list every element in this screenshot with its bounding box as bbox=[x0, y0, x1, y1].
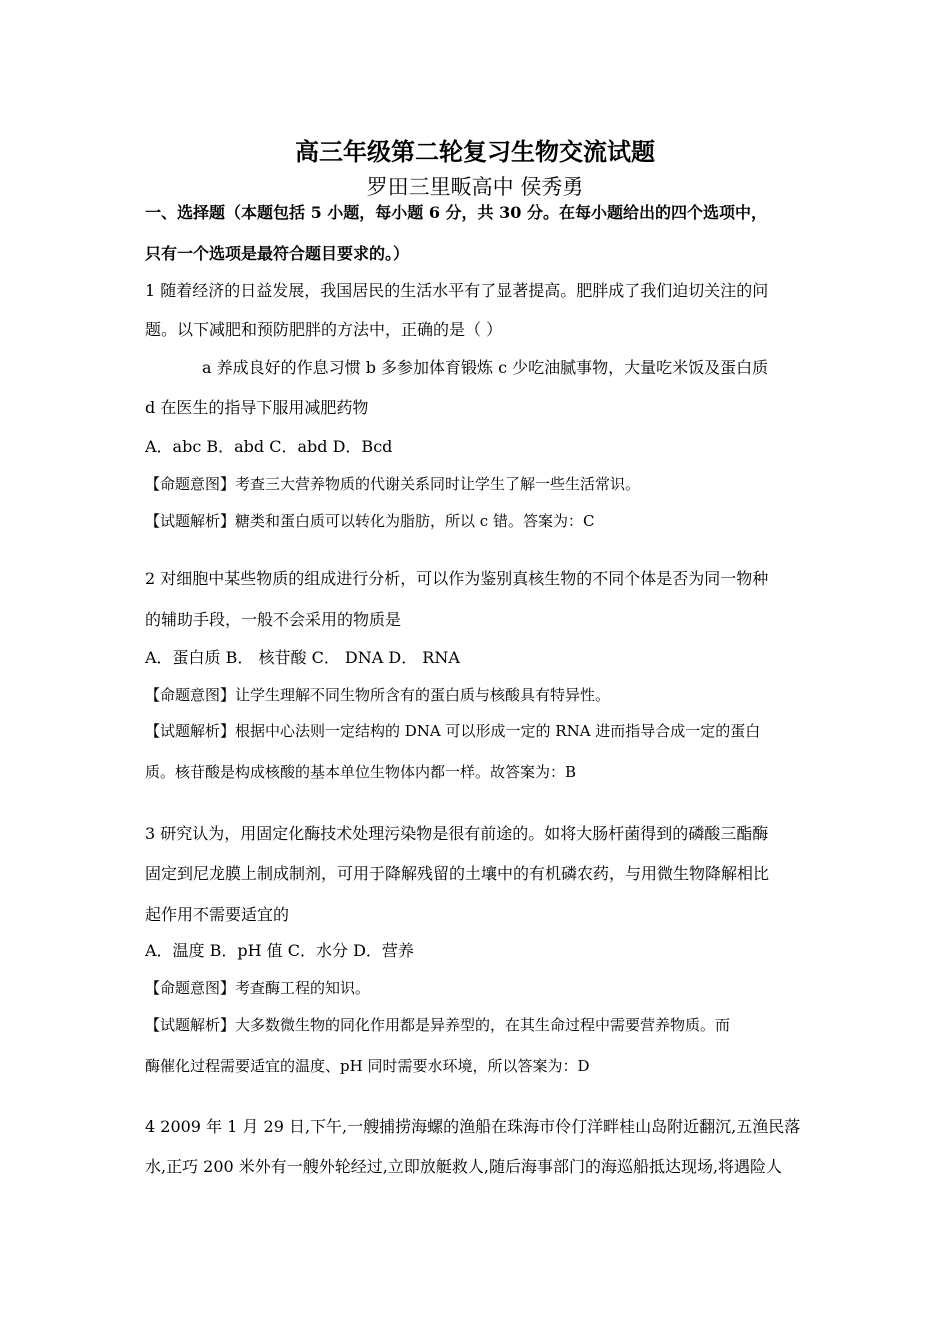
q1-stem-line2: 题。以下减肥和预防肥胖的方法中，正确的是（ ） bbox=[145, 320, 503, 339]
q1-items-line1: a 养成良好的作息习惯 b 多参加体育锻炼 c 少吃油腻事物，大量吃米饭及蛋白质 bbox=[202, 358, 769, 377]
q4-stem-line1: 4 2009 年 1 月 29 日,下午,一艘捕捞海螺的渔船在珠海市伶仃洋畔桂山岛附近翻沉,五渔民落 bbox=[145, 1117, 801, 1136]
q3-stem-line2: 固定到尼龙膜上制成制剂，可用于降解残留的土壤中的有机磷农药，与用微生物降解相比 bbox=[145, 864, 770, 883]
q2-options: A．蛋白质 B． 核苷酸 C． DNA D． RNA bbox=[145, 648, 460, 667]
q4-stem-line2: 水,正巧 200 米外有一艘外轮经过,立即放艇救人,随后海事部门的海巡船抵达现场,将遇险人 bbox=[145, 1157, 783, 1176]
q3-intent: 【命题意图】考查酶工程的知识。 bbox=[145, 979, 371, 997]
author-line: 罗田三里畈高中 侯秀勇 bbox=[366, 175, 584, 199]
q1-items-line2: d 在医生的指导下服用减肥药物 bbox=[145, 398, 369, 417]
q2-stem-line2: 的辅助手段，一般不会采用的物质是 bbox=[145, 610, 402, 629]
q3-analysis-line2: 酶催化过程需要适宜的温度、pH 同时需要水环境，所以答案为：D bbox=[145, 1057, 590, 1075]
q1-intent: 【命题意图】考查三大营养物质的代谢关系同时让学生了解一些生活常识。 bbox=[145, 475, 641, 493]
document-title: 高三年级第二轮复习生物交流试题 bbox=[295, 137, 655, 166]
q3-analysis-line1: 【试题解析】大多数微生物的同化作用都是异养型的，在其生命过程中需要营养物质。而 bbox=[145, 1016, 731, 1034]
q3-stem-line3: 起作用不需要适宜的 bbox=[145, 905, 290, 924]
section-heading-line1: 一、选择题（本题包括 5 小题，每小题 6 分，共 30 分。在每小题给出的四个选项中， bbox=[145, 203, 767, 222]
q1-options: A．abc B．abd C．abd D．Bcd bbox=[145, 437, 393, 456]
q2-stem-line1: 2 对细胞中某些物质的组成进行分析，可以作为鉴别真核生物的不同个体是否为同一物种 bbox=[145, 569, 769, 588]
q2-analysis-line1: 【试题解析】根据中心法则一定结构的 DNA 可以形成一定的 RNA 进而指导合成一定的蛋白 bbox=[145, 722, 761, 740]
q3-options: A．温度 B．pH 值 C．水分 D．营养 bbox=[145, 941, 414, 960]
q2-analysis-line2: 质。核苷酸是构成核酸的基本单位生物体内都一样。故答案为：B bbox=[145, 763, 577, 781]
q2-intent: 【命题意图】让学生理解不同生物所含有的蛋白质与核酸具有特异性。 bbox=[145, 686, 611, 704]
q1-analysis: 【试题解析】糖类和蛋白质可以转化为脂肪，所以 c 错。答案为：C bbox=[145, 512, 595, 530]
q1-stem-line1: 1 随着经济的日益发展，我国居民的生活水平有了显著提高。肥胖成了我们迫切关注的问 bbox=[145, 281, 769, 300]
q3-stem-line1: 3 研究认为，用固定化酶技术处理污染物是很有前途的。如将大肠杆菌得到的磷酸三酯酶 bbox=[145, 824, 769, 843]
section-heading-line2: 只有一个选项是最符合题目要求的。） bbox=[145, 244, 410, 263]
